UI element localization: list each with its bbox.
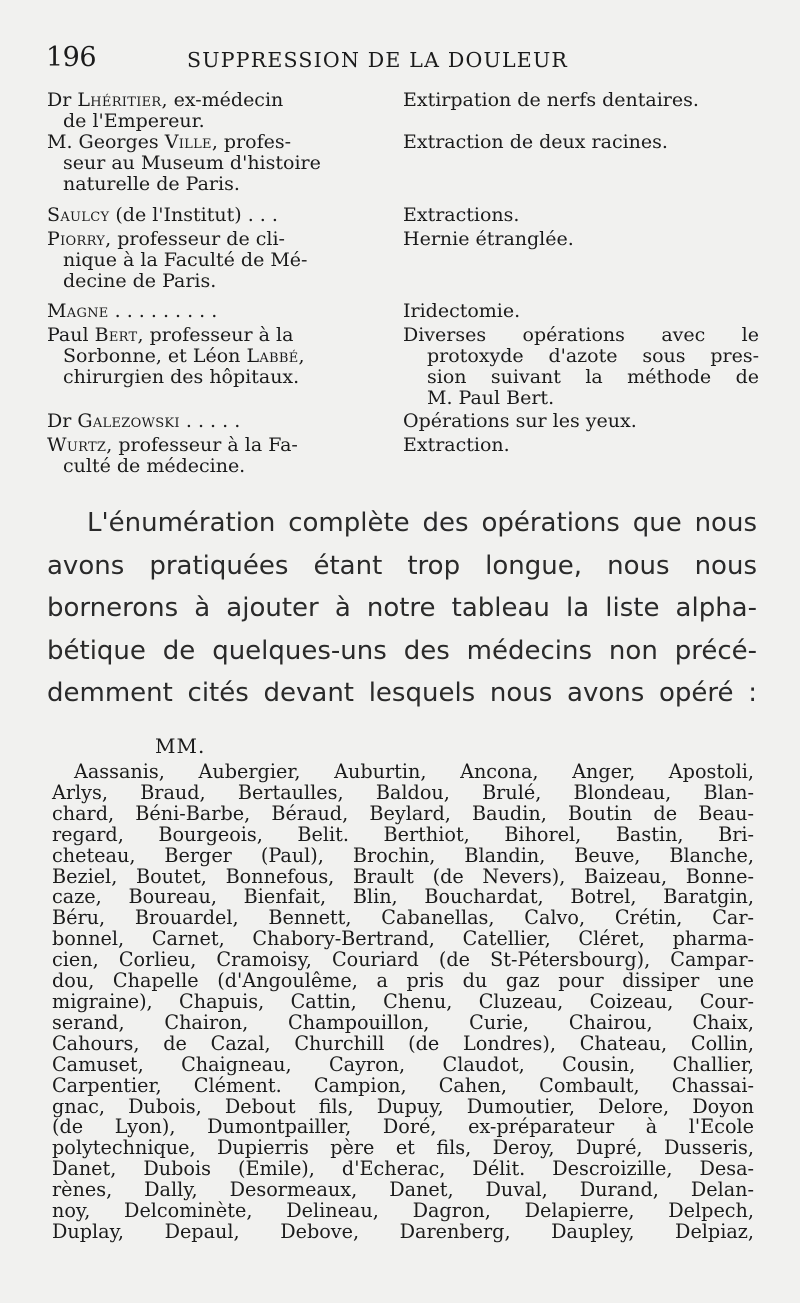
operation-surgeon bbox=[47, 301, 395, 322]
names-line: Duplay, Depaul, Debove, Darenberg, Daupley, Delpiaz, bbox=[52, 1219, 754, 1243]
surgeon-text: , profes- bbox=[211, 131, 292, 153]
surgeon-text: , ex-médecin bbox=[161, 89, 284, 111]
surgeon-line bbox=[47, 271, 395, 292]
operation-description bbox=[395, 325, 759, 409]
operation-row bbox=[47, 301, 759, 322]
surgeon-text: , professeur à la bbox=[137, 324, 294, 346]
names-line: regard, Bourgeois, Belit. Berthiot, Bihorel, Bastin, Bri- bbox=[52, 822, 754, 846]
surgeon-text: . . . . . . . . . bbox=[108, 300, 218, 322]
surgeon-name: Magne bbox=[47, 300, 109, 322]
surgeon-text: seur au Museum d'histoire bbox=[63, 152, 321, 174]
surgeon-line bbox=[47, 174, 395, 195]
names-line: cheteau, Berger (Paul), Brochin, Blandin, Beuve, Blanche, bbox=[52, 843, 754, 867]
operation-row bbox=[47, 435, 759, 477]
surgeon-text: naturelle de Paris. bbox=[63, 173, 240, 195]
operation-surgeon bbox=[47, 325, 395, 409]
names-line: rènes, Dally, Desormeaux, Danet, Duval, Durand, Delan- bbox=[52, 1178, 754, 1202]
names-line: caze, Boureau, Bienfait, Blin, Bouchardat, Botrel, Baratgin, bbox=[52, 885, 754, 909]
surgeon-name: Ville bbox=[164, 131, 212, 153]
surgeon-line bbox=[47, 411, 395, 432]
names-line: Beziel, Boutet, Bonnefous, Brault (de Nevers), Baizeau, Bonne- bbox=[52, 864, 754, 888]
operation-surgeon bbox=[47, 132, 395, 195]
surgeon-text: Dr bbox=[47, 410, 78, 432]
operation-surgeon bbox=[47, 90, 395, 132]
operation-surgeon bbox=[47, 205, 395, 226]
surgeon-line bbox=[47, 346, 395, 367]
names-line: migraine), Chapuis, Cattin, Chenu, Cluzeau, Coizeau, Cour- bbox=[52, 989, 754, 1013]
names-line: bonnel, Carnet, Chabory-Bertrand, Catellier, Cléret, pharma- bbox=[52, 927, 754, 951]
operation-description bbox=[395, 301, 759, 322]
names-line: dou, Chapelle (d'Angoulême, a pris du gaz pour dissiper une bbox=[52, 969, 754, 993]
operation-row bbox=[47, 90, 759, 132]
operation-surgeon bbox=[47, 411, 395, 432]
operation-row bbox=[47, 205, 759, 226]
surgeon-text: de l'Empereur. bbox=[63, 110, 205, 132]
operation-row bbox=[47, 411, 759, 432]
surgeon-text: culté de médecine. bbox=[63, 455, 246, 477]
body-paragraph bbox=[47, 502, 757, 715]
surgeon-text: , bbox=[298, 345, 305, 367]
paragraph-line: bornerons à ajouter à notre tableau la liste alpha- bbox=[47, 593, 757, 623]
paragraph-line: L'énumération complète des opérations que nous bbox=[87, 508, 757, 538]
surgeon-text: decine de Paris. bbox=[63, 270, 217, 292]
paragraph-line: avons pratiquées étant trop longue, nous nous bbox=[47, 550, 757, 581]
names-line: chard, Béni-Barbe, Béraud, Beylard, Baudin, Boutin de Beau- bbox=[52, 801, 754, 825]
operation-description bbox=[395, 205, 759, 226]
physician-list bbox=[52, 762, 754, 1243]
names-line: Cahours, de Cazal, Churchill (de Londres), Chateau, Collin, bbox=[52, 1031, 754, 1055]
names-line: serand, Chairon, Champouillon, Curie, Chairou, Chaix, bbox=[52, 1010, 754, 1034]
surgeon-line bbox=[47, 229, 395, 250]
names-line: Carpentier, Clément. Campion, Cahen, Combault, Chassai- bbox=[52, 1073, 754, 1097]
surgeon-line bbox=[47, 301, 395, 322]
names-line: Arlys, Braud, Bertaulles, Baldou, Brulé, Blondeau, Blan- bbox=[52, 780, 754, 804]
surgeon-text: Paul bbox=[47, 324, 95, 346]
operation-line: Opérations sur les yeux. bbox=[403, 410, 637, 432]
surgeon-line bbox=[47, 456, 395, 477]
operation-line: Extirpation de nerfs dentaires. bbox=[403, 89, 699, 111]
operation-row bbox=[47, 132, 759, 195]
surgeon-name: Piorry bbox=[47, 228, 106, 250]
mm-label: MM. bbox=[155, 734, 206, 758]
surgeon-name: Galezowski bbox=[77, 410, 180, 432]
surgeon-name: Saulcy bbox=[47, 204, 110, 226]
operation-line: sion suivant la méthode de bbox=[427, 366, 759, 388]
names-line: (de Lyon), Dumontpailler, Doré, ex-préparateur à l'Ecole bbox=[52, 1115, 754, 1139]
names-line: Béru, Brouardel, Bennett, Cabanellas, Calvo, Crétin, Car- bbox=[52, 906, 754, 930]
surgeon-line bbox=[47, 132, 395, 153]
names-line: Danet, Dubois (Emile), d'Echerac, Délit. Descroizille, Desa- bbox=[52, 1157, 754, 1181]
surgeon-line bbox=[47, 111, 395, 132]
names-line: polytechnique, Dupierris père et fils, Deroy, Dupré, Dusseris, bbox=[52, 1136, 754, 1160]
surgeon-line bbox=[47, 153, 395, 174]
operation-description bbox=[395, 435, 759, 477]
surgeon-line bbox=[47, 250, 395, 271]
operation-description bbox=[395, 229, 759, 292]
paragraph-line: demment cités devant lesquels nous avons opéré : bbox=[47, 678, 757, 708]
operation-surgeon bbox=[47, 435, 395, 477]
surgeon-line bbox=[47, 367, 395, 388]
surgeon-name: Lhéritier bbox=[77, 89, 162, 111]
surgeon-line bbox=[47, 90, 395, 111]
surgeon-line bbox=[47, 435, 395, 456]
surgeon-name: Bert bbox=[94, 324, 138, 346]
surgeon-name: Wurtz bbox=[47, 434, 107, 456]
surgeon-text: M. Georges bbox=[47, 131, 165, 153]
operation-row bbox=[47, 325, 759, 409]
operation-line: Hernie étranglée. bbox=[403, 228, 574, 250]
operation-line: Extraction de deux racines. bbox=[403, 131, 668, 153]
surgeon-text: Sorbonne, et Léon bbox=[63, 345, 247, 367]
operation-line: Diverses opérations avec le bbox=[403, 324, 759, 346]
operation-line: Extraction. bbox=[403, 434, 510, 456]
surgeon-text: chirurgien des hôpitaux. bbox=[63, 366, 300, 388]
surgeon-text: Dr bbox=[47, 89, 78, 111]
surgeon-text: . . . . . bbox=[179, 410, 241, 432]
surgeon-text: , professeur de cli- bbox=[105, 228, 285, 250]
operation-description bbox=[395, 411, 759, 432]
surgeon-line bbox=[47, 205, 395, 226]
operation-line: Iridectomie. bbox=[403, 300, 521, 322]
running-title: SUPPRESSION DE LA DOULEUR bbox=[187, 48, 569, 72]
names-line: Aassanis, Aubergier, Auburtin, Ancona, Anger, Apostoli, bbox=[74, 760, 754, 783]
surgeon-text: (de l'Institut) . . . bbox=[109, 204, 278, 226]
operation-line: M. Paul Bert. bbox=[427, 387, 555, 409]
operation-description bbox=[395, 132, 759, 195]
operation-line: Extractions. bbox=[403, 204, 520, 226]
surgeon-text: , professeur à la Fa- bbox=[106, 434, 298, 456]
page-header bbox=[44, 42, 756, 82]
page-number: 196 bbox=[46, 42, 97, 73]
operation-surgeon bbox=[47, 229, 395, 292]
operation-row bbox=[47, 229, 759, 292]
names-line: Camuset, Chaigneau, Cayron, Claudot, Cousin, Challier, bbox=[52, 1052, 754, 1076]
names-line: cien, Corlieu, Cramoisy, Couriard (de St-Pétersbourg), Campar- bbox=[52, 948, 754, 972]
operation-line: protoxyde d'azote sous pres- bbox=[427, 345, 759, 367]
paragraph-line: bétique de quelques-uns des médecins non précé- bbox=[47, 635, 757, 666]
surgeon-text: nique à la Faculté de Mé- bbox=[63, 249, 308, 271]
operation-description bbox=[395, 90, 759, 132]
names-line: gnac, Dubois, Debout fils, Dupuy, Dumoutier, Delore, Doyon bbox=[52, 1094, 754, 1118]
surgeon-name: Labbé bbox=[246, 345, 299, 367]
surgeon-line bbox=[47, 325, 395, 346]
names-line: noy, Delcominète, Delineau, Dagron, Delapierre, Delpech, bbox=[52, 1199, 754, 1223]
